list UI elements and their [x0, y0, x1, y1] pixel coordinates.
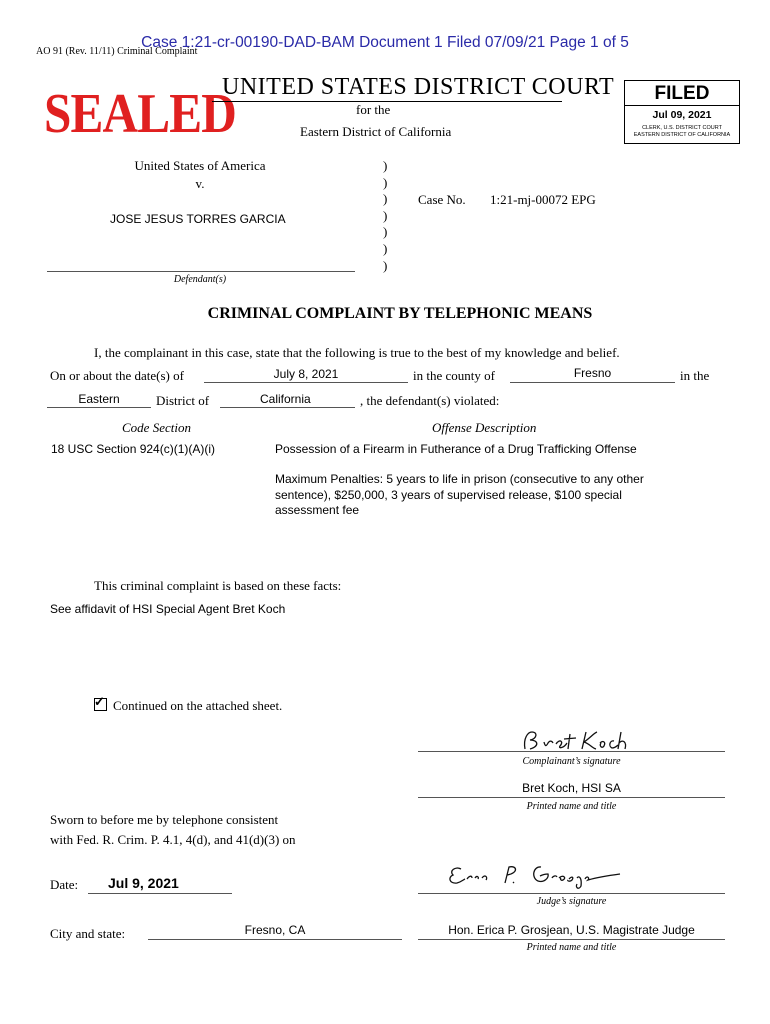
defendant-rule	[47, 271, 355, 272]
statement-intro: I, the complainant in this case, state that the following is true to the best of my knowledge and belief.	[94, 345, 620, 360]
court-for-the: for the	[356, 102, 391, 117]
sealed-stamp: SEALED	[44, 83, 236, 145]
date-rule	[88, 893, 232, 894]
complainant-name-rule	[418, 797, 725, 798]
complainant-name-label: Printed name and title	[526, 801, 617, 812]
complainant-signature-rule	[418, 751, 725, 752]
filed-label: FILED	[654, 83, 710, 104]
continued-checkbox[interactable]	[94, 698, 107, 711]
county-label: in the county of	[413, 368, 495, 383]
document-title: CRIMINAL COMPLAINT BY TELEPHONIC MEANS	[207, 305, 593, 322]
versus: v.	[195, 176, 205, 191]
judge-printed-name: Hon. Erica P. Grosjean, U.S. Magistrate Judge	[448, 923, 695, 937]
city-state-value: Fresno, CA	[244, 923, 306, 937]
state-rule	[220, 407, 355, 408]
city-state-rule	[148, 939, 402, 940]
judge-name-label: Printed name and title	[526, 942, 617, 953]
filed-clerk-line1: CLERK, U.S. DISTRICT COURT	[642, 125, 722, 131]
continued-label: Continued on the attached sheet.	[113, 698, 283, 713]
facts-text: See affidavit of HSI Special Agent Bret Koch	[50, 602, 286, 616]
date-value: Jul 9, 2021	[108, 875, 179, 891]
filed-clerk-line2: EASTERN DISTRICT OF CALIFORNIA	[633, 132, 731, 138]
district-of-label: District of	[156, 393, 210, 408]
code-section-value: 18 USC Section 924(c)(1)(A)(i)	[51, 442, 216, 456]
code-section-header: Code Section	[122, 420, 191, 435]
offense-description-value: Possession of a Firearm in Futherance of a Drug Trafficking Offense	[275, 442, 637, 456]
filed-date: Jul 09, 2021	[652, 109, 712, 121]
defendant-label: Defendant(s)	[173, 274, 227, 285]
district-field: Eastern	[78, 392, 120, 406]
county-field: Fresno	[573, 366, 612, 380]
offense-description-header: Offense Description	[432, 420, 537, 435]
form-id: AO 91 (Rev. 11/11) Criminal Complaint	[36, 46, 198, 57]
city-state-label: City and state:	[50, 926, 126, 941]
violated-label: , the defendant(s) violated:	[360, 393, 500, 408]
complainant-printed-name: Bret Koch, HSI SA	[522, 781, 621, 795]
on-or-about-label: On or about the date(s) of	[50, 368, 184, 383]
complainant-signature-label: Complainant’s signature	[522, 756, 621, 767]
caption-parens: ) ) ) ) ) ) )	[383, 158, 388, 273]
case-no-label: Case No.	[418, 192, 466, 207]
judge-signature-rule	[418, 893, 725, 894]
case-no: 1:21-mj-00072 EPG	[490, 192, 596, 207]
max-penalties: Maximum Penalties: 5 years to life in prison (consecutive to any other sentence), $250,000, 3 years of supervised release, $100 special assessment fee	[275, 472, 644, 517]
judge-signature	[445, 862, 625, 890]
date-label: Date:	[50, 877, 79, 892]
defendant-name: JOSE JESUS TORRES GARCIA	[110, 212, 286, 226]
court-district: Eastern District of California	[300, 124, 452, 139]
filed-stamp	[624, 80, 740, 144]
in-the-label: in the	[680, 368, 710, 383]
offense-date-rule	[204, 382, 408, 383]
offense-date-field: July 8, 2021	[273, 367, 339, 381]
continued-row	[94, 697, 282, 714]
district-rule	[47, 407, 151, 408]
judge-name-rule	[418, 939, 725, 940]
court-title: UNITED STATES DISTRICT COURT	[222, 74, 615, 100]
state-field: California	[260, 392, 311, 406]
sworn-statement: Sworn to before me by telephone consistent with Fed. R. Crim. P. 4.1, 4(d), and 41(d)(3) on	[50, 812, 296, 847]
filed-rule	[625, 105, 739, 106]
facts-intro: This criminal complaint is based on these facts:	[94, 578, 342, 593]
case-header: Case 1:21-cr-00190-DAD-BAM Document 1 Filed 07/09/21 Page 1 of 5	[141, 34, 629, 51]
county-rule	[510, 382, 675, 383]
judge-signature-label: Judge’s signature	[536, 896, 607, 907]
plaintiff: United States of America	[134, 158, 266, 173]
